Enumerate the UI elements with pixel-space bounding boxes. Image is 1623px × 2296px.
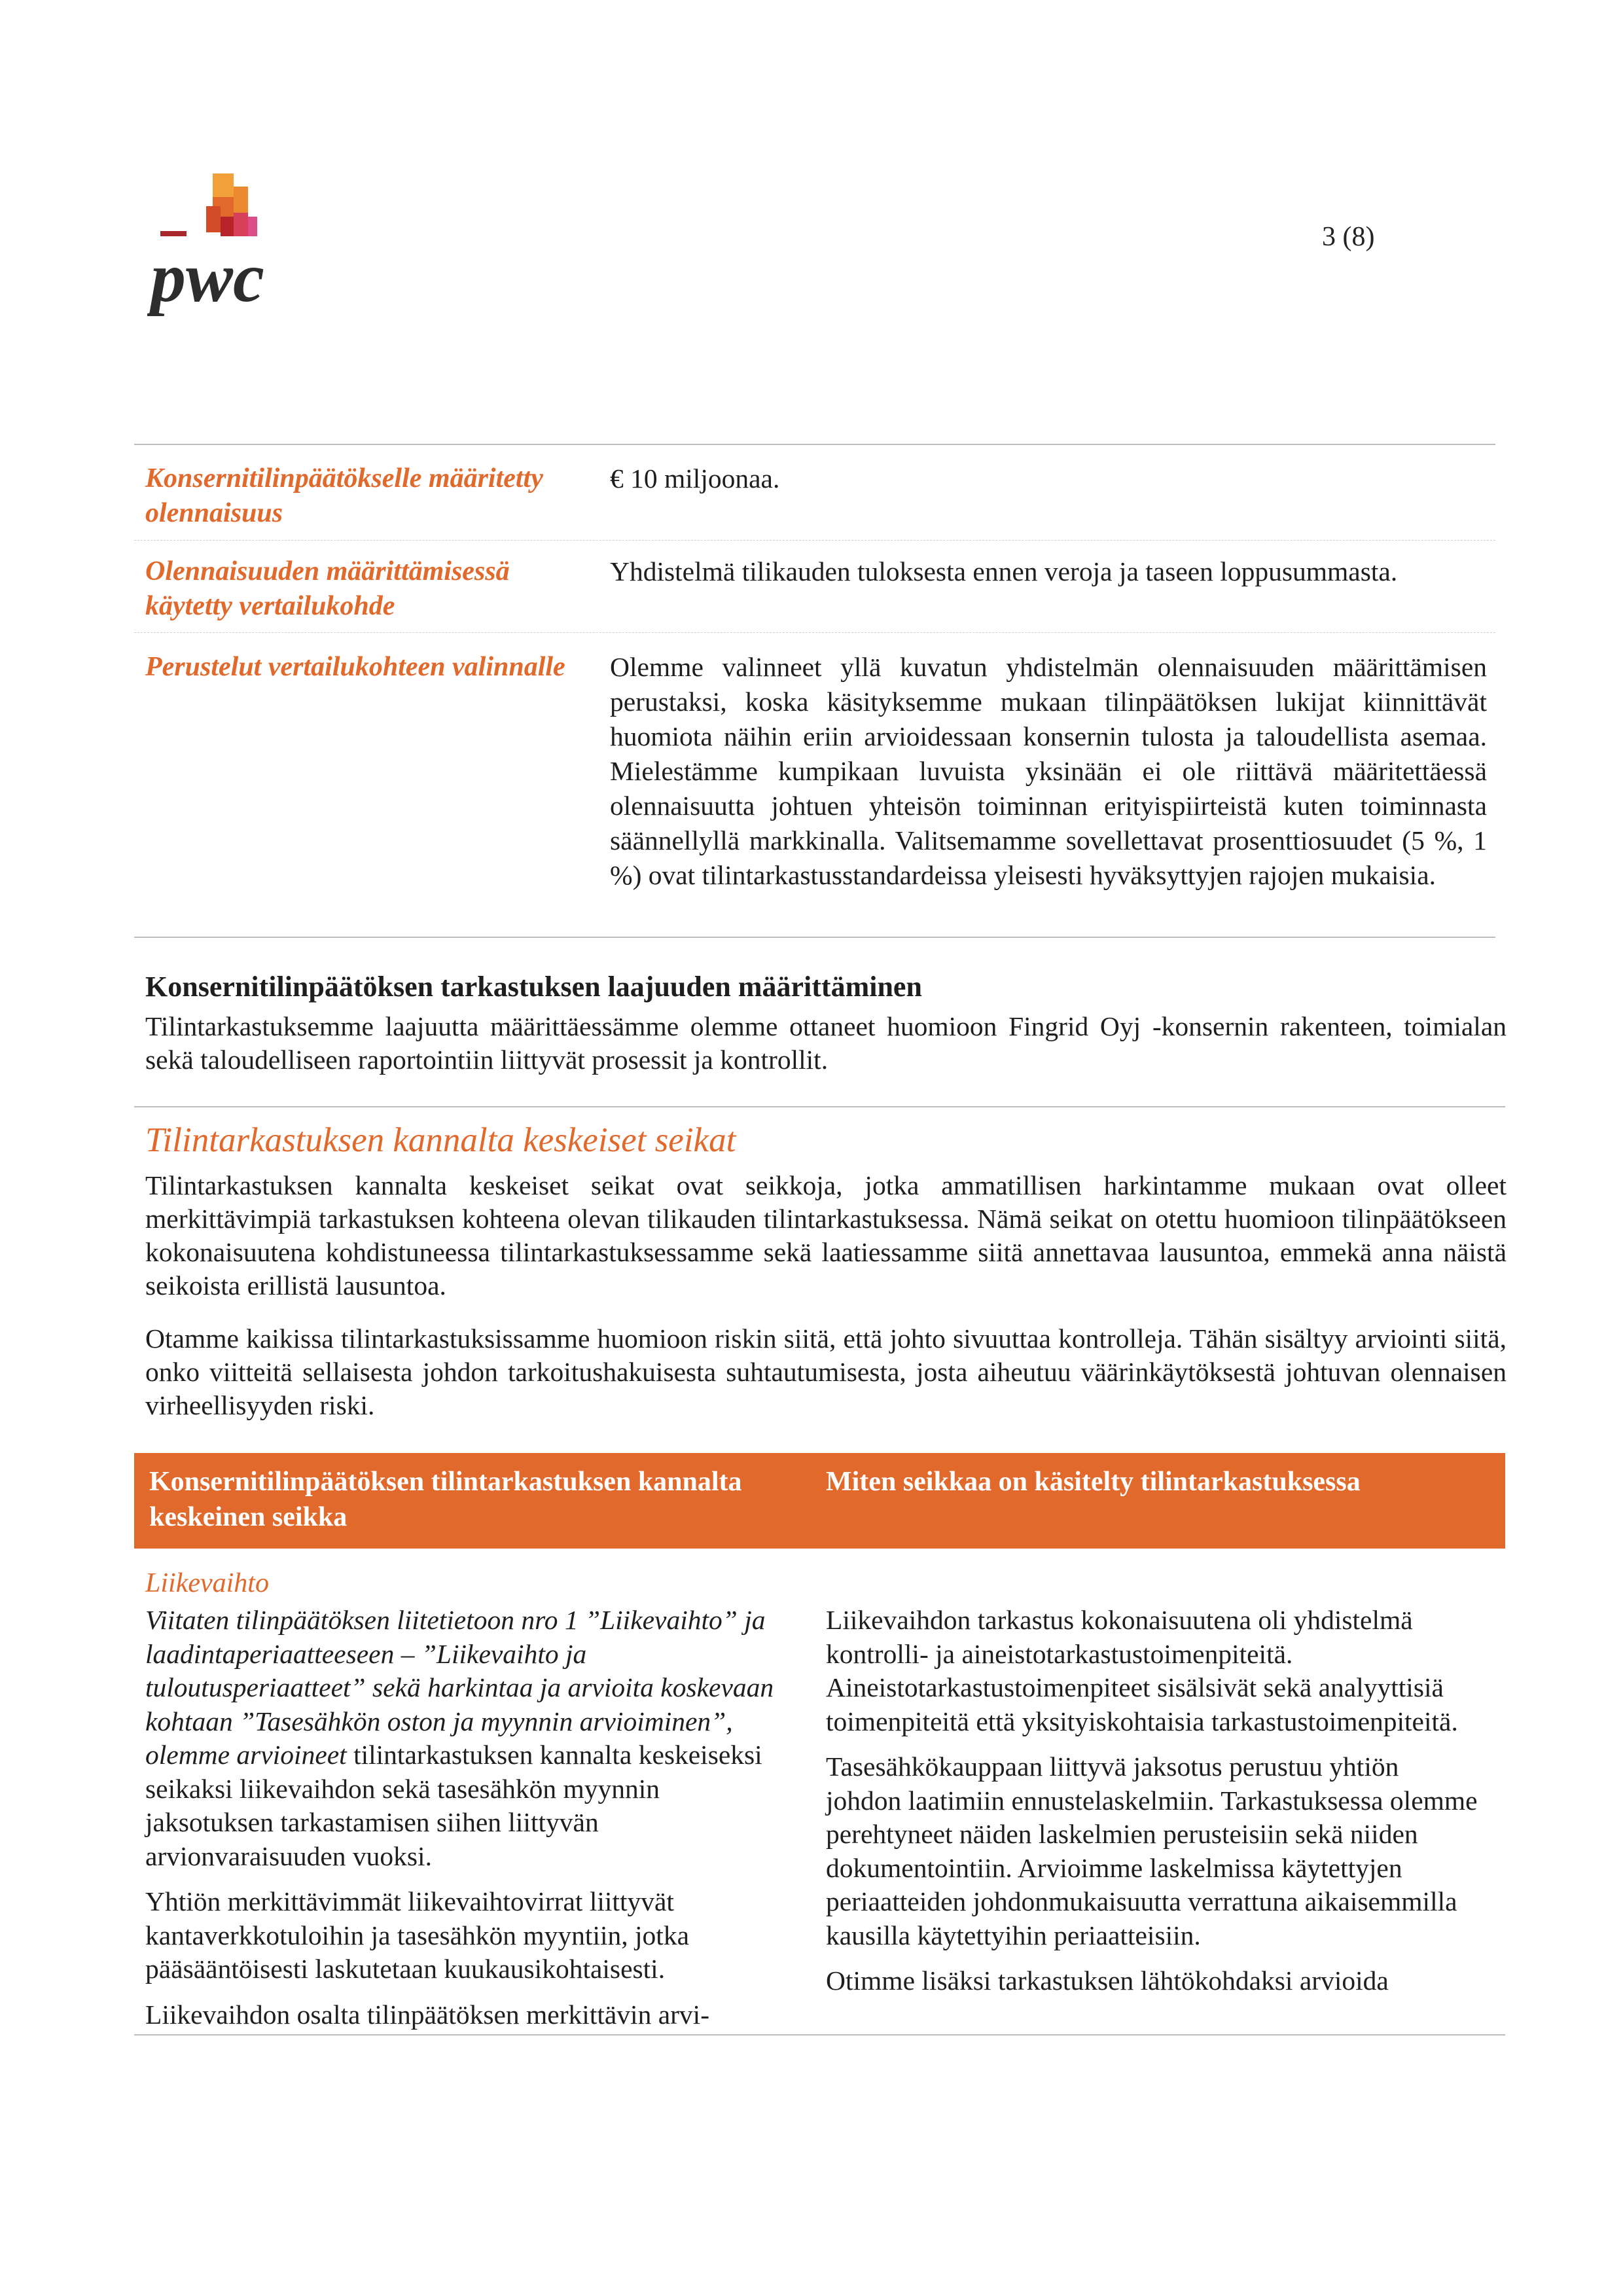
kam-paragraph-1: Tilintarkastuksen kannalta keskeiset seikat ovat seikkoja, jotka ammatillisen harkintamme mukaan ovat olleet merkittävimpiä tarkastuksen kohteena olevan tilikauden tilintarkastuksessa. Nämä seikat on otettu huomioon tilinpäätökseen kokonaisuutena kohdistuneessa tilintarkastuksessamme sekä laatiessamme siitä annettavaa lausuntoa, emmekä anna näistä seikoista erillistä lausuntoa. <box>145 1170 1507 1300</box>
kam-table-bottom-rule <box>134 2034 1505 2036</box>
section-rule <box>134 1106 1505 1107</box>
scope-heading: Konsernitilinpäätöksen tarkastuksen laajuuden määrittäminen <box>145 971 922 1003</box>
kam-col2-header: Miten seikkaa on käsitelty tilintarkastuksessa <box>826 1467 1361 1497</box>
table-top-rule <box>134 444 1495 445</box>
row-divider <box>134 632 1495 633</box>
kam-left-text: tilintarkastuksen kannalta keskeiseksi seikaksi liikevaihdon sekä tasesähkön myynnin jaksotuksen tarkastamisen siihen liittyvän arvionvaraisuuden vuoksi. <box>145 1740 762 1871</box>
svg-text:pwc: pwc <box>151 239 264 317</box>
rationale-label: Perustelut vertailukohteen valinnalle <box>145 652 565 682</box>
kam-right-column <box>826 1604 1480 2010</box>
materiality-label: Konsernitilinpäätökselle määritetty olennaisuus <box>145 463 543 528</box>
kam-title: Tilintarkastuksen kannalta keskeiset seikat <box>145 1121 736 1159</box>
scope-paragraph: Tilintarkastuksemme laajuutta määrittäessämme olemme ottaneet huomioon Fingrid Oyj -konsernin rakenteen, toimialan sekä taloudelliseen raportointiin liittyvät prosessit ja kontrollit. <box>145 1011 1507 1075</box>
materiality-value: € 10 miljoonaa. <box>610 463 780 493</box>
kam-left-paragraph-3: Liikevaihdon osalta tilinpäätöksen merkittävin arvi- <box>145 1999 710 2030</box>
kam-left-column <box>145 1604 793 2043</box>
kam-left-paragraph-2: Yhtiön merkittävimmät liikevaihtovirrat liittyvät kantaverkkotuloihin ja tasesähkön myyntiin, jotka pääsääntöisesti laskutetaan kuukausikohtaisesti. <box>145 1886 689 1984</box>
row-divider <box>134 540 1495 541</box>
kam-left-paragraph-1 <box>145 1604 793 1873</box>
kam-left-italic-text: Viitaten tilinpäätöksen liitetietoon nro 1 ”Liikevaihto” ja laadintaperiaatteeseen – ”Liikevaihto ja tuloutusperiaatteet” sekä harkintaa ja arvioita koskevaan kohtaan ”Tasesähkön oston ja myynnin arvioiminen”, olemme arvioineet <box>145 1605 774 1770</box>
kam-right-paragraph-1: Liikevaihdon tarkastus kokonaisuutena oli yhdistelmä kontrolli- ja aineistotarkastustoimenpiteitä. Aineistotarkastustoimenpiteet sisälsivät sekä analyyttisiä toimenpiteitä että yksityiskohtaisia tarkastustoimenpiteitä. <box>826 1605 1458 1736</box>
rationale-value: Olemme valinneet yllä kuvatun yhdistelmän olennaisuuden määrittämisen perustaksi, koska käsityksemme mukaan tilinpäätöksen lukijat kiinnittävät huomiota näihin eriin arvioidessaan konsernin tulosta ja taloudellista asemaa. Mielestämme kumpikaan luvuista yksinään ei ole riittävä määritettäessä olennaisuutta johtuen yhteisön toiminnan erityispiirteistä kuten toiminnasta säännellyllä markkinalla. Valitsemamme sovellettavat prosenttiosuudet (5 %, 1 %) ovat tilintarkastusstandardeissa yleisesti hyväksyttyjen rajojen mukaisia. <box>610 652 1487 890</box>
table-bottom-rule <box>134 937 1495 938</box>
kam-right-paragraph-2: Tasesähkökauppaan liittyvä jaksotus perustuu yhtiön johdon laatimiin ennustelaskelmiin. Tarkastuksessa olemme perehtyneet näiden laskelmien perusteisiin sekä niiden dokumentointiin. Arvioimme laskelmissa käytettyjen periaatteiden johdonmukaisuutta verrattuna aikaisemmilla kausilla käytettyihin periaatteisiin. <box>826 1751 1478 1950</box>
benchmark-value: Yhdistelmä tilikauden tuloksesta ennen veroja ja taseen loppusummasta. <box>610 556 1398 586</box>
kam-paragraph-2: Otamme kaikissa tilintarkastuksissamme huomioon riskin siitä, että johto sivuuttaa kontrolleja. Tähän sisältyy arviointi siitä, onko viitteitä sellaisesta johdon tarkoitushakuisesta suhtautumisesta, josta aiheutuu väärinkäytöksestä johtuvan olennaisen virheellisyyden riski. <box>145 1323 1507 1420</box>
pwc-logo <box>147 167 357 317</box>
page-number: 3 (8) <box>1322 222 1375 252</box>
benchmark-label: Olennaisuuden määrittämisessä käytetty vertailukohde <box>145 556 510 621</box>
kam-col1-header: Konsernitilinpäätöksen tilintarkastuksen kannalta keskeinen seikka <box>149 1467 742 1532</box>
kam-subheading: Liikevaihto <box>145 1568 269 1598</box>
kam-right-paragraph-3: Otimme lisäksi tarkastuksen lähtökohdaksi arvioida <box>826 1965 1389 1996</box>
